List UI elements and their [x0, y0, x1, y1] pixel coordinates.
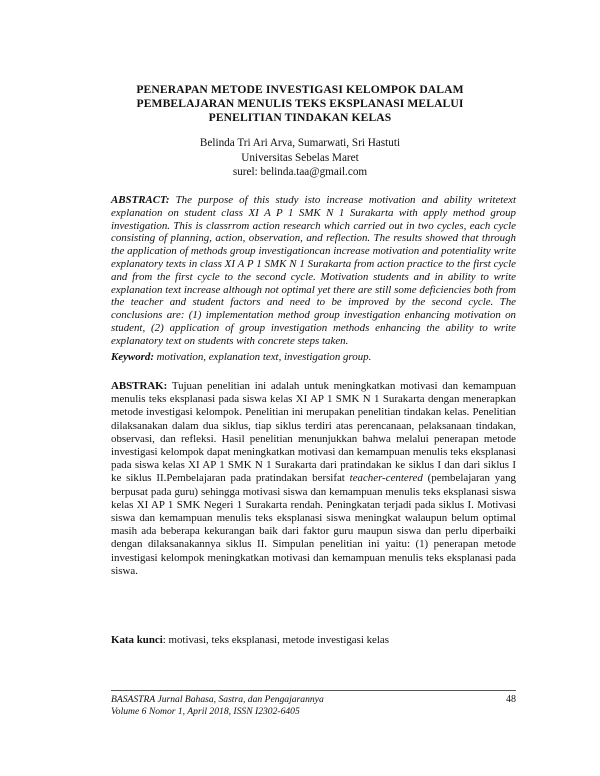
abstract-label: ABSTRACT:	[111, 194, 170, 206]
keyword-label: Keyword:	[111, 351, 154, 363]
author-names: Belinda Tri Ari Arva, Sumarwati, Sri Hastuti	[199, 137, 401, 149]
author-email: surel: belinda.taa@gmail.com	[232, 166, 368, 178]
keyword-text: motivation, explanation text, investigation group.	[153, 351, 372, 363]
page-footer	[111, 694, 516, 718]
abstrak-italic-term: teacher-centered	[349, 472, 423, 485]
abstrak-text-part2: (pembelajaran yang berpusat pada guru) sehingga motivasi siswa dan kemampuan menulis teks eksplanasi siswa kelas XI AP 1 SMK Negeri 1 Surakarta rendah. Peningkatan terjadi pada siklus I. Motivasi siswa dan kemampuan menulis teks eksplanasi siswa meningkat walaupun belum optimal masih ada beberapa kekurangan baik dari faktor guru maupun siswa dan perlu diperbaiki dengan dilaksanakannya siklus II. Simpulan penelitian ini yaitu: (1) penerapan metode investigasi kelompok meningkatkan motivasi dan kemampuan menulis teks eksplanasi pada siswa.	[111, 472, 516, 577]
page-number: 48	[506, 694, 516, 705]
kata-kunci-text: : motivasi, teks eksplanasi, metode investigasi kelas	[162, 634, 389, 646]
author-block	[100, 136, 500, 180]
footer-volume: Volume 6 Nomor 1, April 2018, ISSN I2302-6405	[111, 706, 300, 717]
paper-title: PENERAPAN METODE INVESTIGASI KELOMPOK DALAM PEMBELAJARAN MENULIS TEKS EKSPLANASI MELALUI PENELITIAN TINDAKAN KELAS	[136, 83, 464, 124]
abstrak-text-part1: Tujuan penelitian ini adalah untuk meningkatkan motivasi dan kemampuan menulis teks eksplanasi pada siswa kelas XI AP 1 SMK N 1 Surakarta dengan menerapkan metode investigasi kelompok. Penelitian ini merupakan penelitian tindakan kelas. Penelitian dilaksanakan dalam dua siklus, tiap siklus terdiri atas perencanaan, pelaksanaan tindakan, observasi, dan refleksi. Hasil penelitian menunjukkan bahwa melalui penerapan metode investigasi kelompok dapat meningkatkan motivasi dan kemampuan menulis teks eksplanasi pada siswa kelas XI AP 1 SMK N 1 Surakarta dari pratindakan ke siklus I dan dari siklus I ke siklus II.Pembelajaran pada pratindakan bersifat	[111, 380, 516, 485]
keywords-indonesian	[111, 634, 516, 647]
abstract-indonesian	[111, 380, 516, 578]
kata-kunci-label: Kata kunci	[111, 634, 163, 646]
author-affiliation: Universitas Sebelas Maret	[241, 151, 359, 164]
footer-journal: BASASTRA Jurnal Bahasa, Sastra, dan Pengajarannya	[111, 694, 324, 705]
abstract-text: The purpose of this study isto increase motivation and ability writetext explanation on student class XI A P 1 SMK N 1 Surakarta with apply method group investigation. This is classrrom action research which carried out in two cycles, each cycle consisting of planning, action, observation, and reflection. The results showed that through the application of methods group investigationcan increase motivation and potentiality write explanatory texts in class XI A P 1 SMK N 1 Surakarta from action practice to the first cycle and from the first cycle to the second cycle. Motivation students and in ability to write explanation text increase although not optimal yet there are still some deficiencies both from the teacher and student factors and need to be improved by the second cycle. The conclusions are: (1) implementation method group investigation enhancing motivation on student, (2) application of group investigation methods enhancing the ability to write explanatory text on students with concrete steps taken.	[111, 194, 516, 347]
abstrak-label: ABSTRAK:	[111, 380, 168, 392]
keywords-english	[111, 351, 516, 364]
abstract-english	[111, 194, 516, 348]
footer-divider	[111, 690, 516, 691]
